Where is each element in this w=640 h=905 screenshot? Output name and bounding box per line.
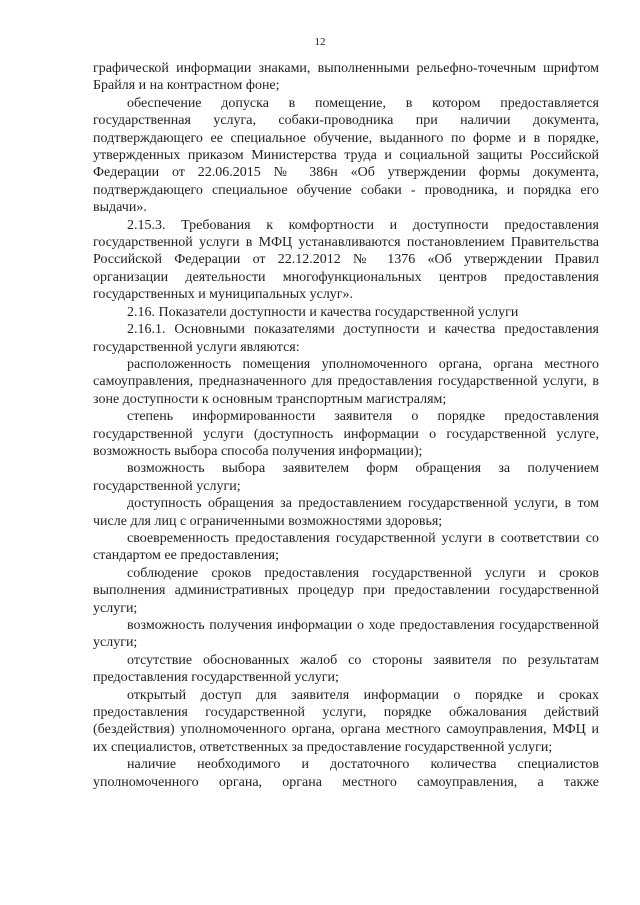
paragraph-braille-continuation: графической информации знаками, выполненными рельефно-точечным шрифтом Брайля и на контрастном фоне; [93,61,599,94]
list-item-deadlines: соблюдение сроков предоставления государственной услуги и сроков выполнения административных процедур при предоставлении государственной услуги; [93,565,599,616]
paragraph-2-15-3: 2.15.3. Требования к комфортности и доступности предоставления государственной услуги в МФЦ устанавливаются постановлением Правительства Российской Федерации от 22.12.2012 № 1376 «Об утверждении Правил организации деятельности многофункциональных центров предоставления государственных и муниципальных услуг». [93,217,599,303]
list-item-accessibility: доступность обращения за предоставлением государственной услуги, в том числе для лиц с ограниченными возможностями здоровья; [93,496,599,529]
list-item-awareness: степень информированности заявителя о порядке предоставления государственной услуги (доступность информации о государственной услуге, возможность выбора способа получения информации); [93,409,599,459]
paragraph-2-16-1: 2.16.1. Основными показателями доступности и качества предоставления государственной услуги являются: [93,322,599,355]
list-item-staffing: наличие необходимого и достаточного количества специалистов уполномоченного органа, органа местного самоуправления, а также [93,757,599,790]
paragraph-guide-dog-access: обеспечение допуска в помещение, в котором предоставляется государственная услуга, собаки-проводника при наличии документа, подтверждающего ее специальное обучение, выданного по форме и в порядке, утвержденных приказом Министерства труда и социальной защиты Российской Федерации от 22.06.2015 № 386н «Об утверждении формы документа, подтверждающего специальное обучение собаки - проводника, и порядка его выдачи». [93,95,599,216]
document-body [93,60,599,791]
list-item-form-choice: возможность выбора заявителем форм обращения за получением государственной услуги; [93,461,599,494]
list-item-progress-info: возможность получения информации о ходе предоставления государственной услуги; [93,618,599,651]
section-heading-2-16: 2.16. Показатели доступности и качества государственной услуги [127,304,519,320]
list-item-open-access: открытый доступ для заявителя информации о порядке и сроках предоставления государственной услуги, порядке обжалования действий (бездействия) уполномоченного органа, органа местного самоуправления, МФЦ и их специалистов, ответственных за предоставление государственной услуги; [93,687,599,755]
list-item-location: расположенность помещения уполномоченного органа, органа местного самоуправления, предназначенного для предоставления государственной услуги, в зоне доступности к основным транспортным магистралям; [93,356,599,407]
list-item-timeliness: своевременность предоставления государственной услуги в соответствии со стандартом ее предоставления; [93,530,599,564]
page-number: 12 [314,36,326,48]
list-item-no-complaints: отсутствие обоснованных жалоб со стороны заявителя по результатам предоставления государственной услуги; [93,652,599,686]
